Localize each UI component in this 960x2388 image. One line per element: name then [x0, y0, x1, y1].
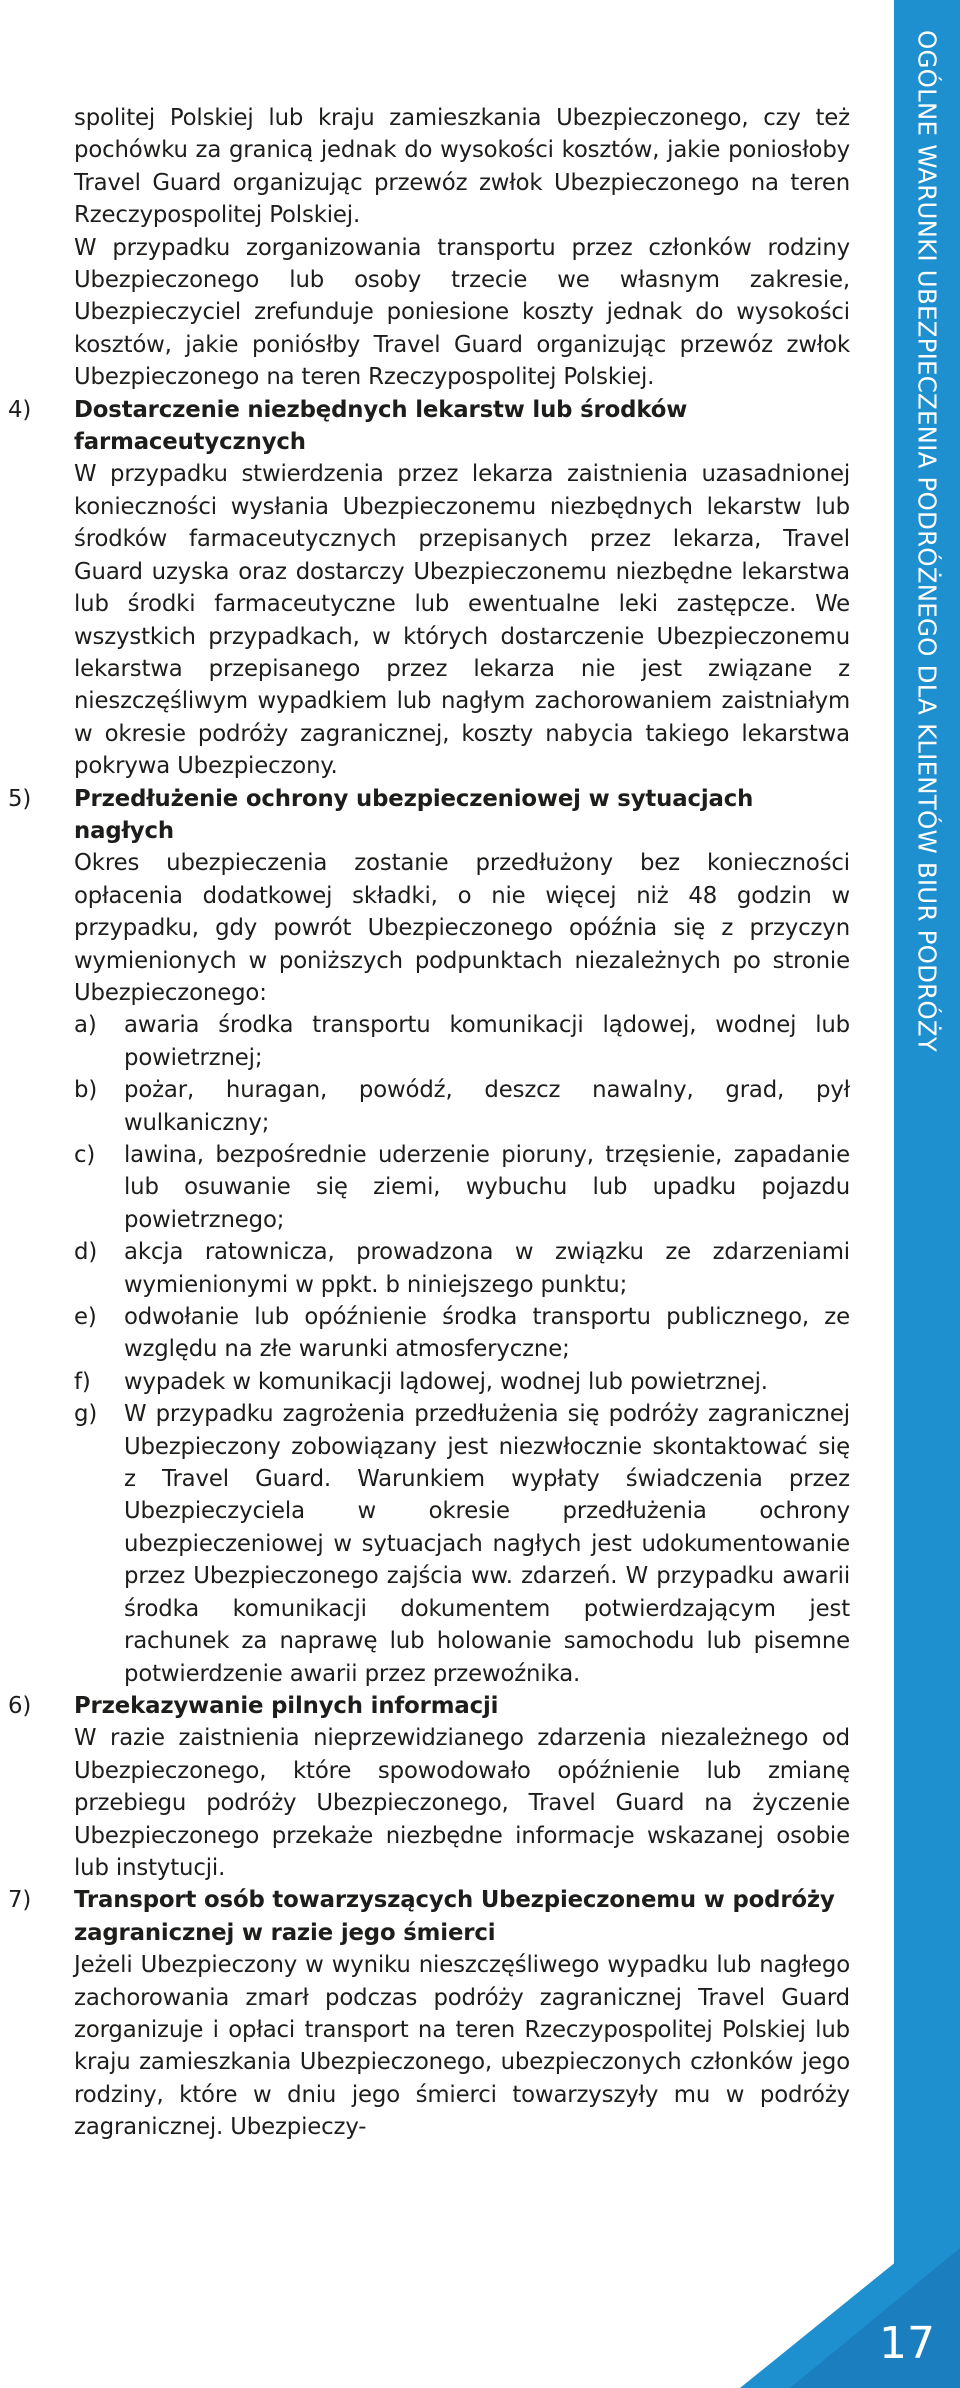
section-number: 5)	[8, 785, 32, 812]
section-6	[8, 1690, 850, 1884]
section-7	[8, 1884, 850, 2143]
list-item	[74, 1301, 850, 1366]
section-5	[8, 783, 850, 1690]
list-item	[74, 1009, 850, 1074]
item-letter: g)	[74, 1401, 98, 1428]
document-body	[8, 102, 850, 2144]
section-heading	[8, 1690, 850, 1722]
item-letter: e)	[74, 1304, 97, 1331]
page-number: 17	[879, 2318, 935, 2369]
section-body: Okres ubezpieczenia zostanie przedłużony bez konieczności opłacenia dodatkowej składki, o nie więcej niż 48 godzin w przypadku, gdy powrót Ubezpieczonego opóźnia się z przyczyn wymienionych w poniższych podpunktach niezależnych po stronie Ubezpieczonego:	[74, 850, 850, 1006]
list-item	[74, 1074, 850, 1139]
intro-paragraph-1: spolitej Polskiej lub kraju zamieszkania Ubezpieczonego, czy też pochówku za granicą jednak do wysokości kosztów, jakie poniosłoby Travel Guard organizując przewóz zwłok Ubezpieczonego na teren Rzeczypospolitej Polskiej.	[74, 105, 850, 229]
item-text: akcja ratownicza, prowadzona w związku ze zdarzeniami wymienionymi w ppkt. b niniejszego punktu;	[124, 1239, 850, 1298]
section-title: Przekazywanie pilnych informacji	[74, 1692, 499, 1719]
section-title: Dostarczenie niezbędnych lekarstw lub środków farmaceutycznych	[74, 396, 688, 456]
section-number: 6)	[8, 1692, 32, 1719]
list-item	[74, 1398, 850, 1690]
intro-paragraph-2: W przypadku zorganizowania transportu przez członków rodziny Ubezpieczonego lub osoby trzecie we własnym zakresie, Ubezpieczyciel zrefunduje poniesione koszty jednak do wysokości kosztów, jakie poniósłby Travel Guard organizując przewóz zwłok Ubezpieczonego na teren Rzeczypospolitej Polskiej.	[74, 234, 850, 391]
section-body: W przypadku stwierdzenia przez lekarza zaistnienia uzasadnionej konieczności wysłania Ubezpieczonemu niezbędnych lekarstw lub środków farmaceutycznych przepisanych przez lekarza, Travel Guard uzyska oraz dostarczy Ubezpieczonemu niezbędne lekarstwa lub środki farmaceutyczne lub ewentualne leki zastępcze. We wszystkich przypadkach, w których dostarczenie Ubezpieczonemu lekarstwa przepisanego przez lekarza nie jest związane z nieszczęśliwym wypadkiem lub nagłym zachorowaniem zaistniałym w okresie podróży zagranicznej, koszty nabycia takiego lekarstwa pokrywa Ubezpieczony.	[74, 461, 850, 780]
section-heading	[8, 783, 850, 848]
item-letter: b)	[74, 1077, 98, 1104]
list-item	[74, 1366, 850, 1398]
section-number: 4)	[8, 396, 32, 423]
item-letter: a)	[74, 1012, 97, 1039]
item-letter: d)	[74, 1239, 98, 1266]
item-letter: c)	[74, 1142, 96, 1168]
section-body: W razie zaistnienia nieprzewidzianego zdarzenia niezależnego od Ubezpieczonego, które spowodowało opóźnienie lub zmianę przebiegu podróży Ubezpieczonego, Travel Guard na życzenie Ubezpieczonego przekaże niezbędne informacje wskazanej osobie lub instytucji.	[74, 1725, 850, 1881]
section-body: Jeżeli Ubezpieczony w wyniku nieszczęśliwego wypadku lub nagłego zachorowania zmarł podczas podróży zagranicznej Travel Guard zorganizuje i opłaci transport na teren Rzeczypospolitej Polskiej lub kraju zamieszkania Ubezpieczonego, ubezpieczonych członków jego rodziny, które w dniu jego śmierci towarzyszyły mu w podróży zagranicznej. Ubezpieczy-	[74, 1952, 850, 2141]
section-title: Przedłużenie ochrony ubezpieczeniowej w sytuacjach nagłych	[74, 785, 754, 844]
section-heading	[8, 394, 850, 459]
item-text: W przypadku zagrożenia przedłużenia się podróży zagranicznej Ubezpieczony zobowiązany jest niezwłocznie skontaktować się z Travel Guard. Warunkiem wypłaty świadczenia przez Ubezpieczyciela w okresie przedłużenia ochrony ubezpieczeniowej w sytuacjach nagłych jest udokumentowanie przez Ubezpieczonego zajścia ww. zdarzeń. W przypadku awarii środka komunikacji dokumentem potwierdzającym jest rachunek za naprawę lub holowanie samochodu lub pisemne potwierdzenie awarii przez przewoźnika.	[124, 1401, 850, 1687]
list-item	[74, 1236, 850, 1301]
sidebar-title: OGÓLNE WARUNKI UBEZPIECZENIA PODRÓŻNEGO DLA KLIENTÓW BIUR PODRÓŻY	[912, 30, 942, 1053]
section-heading	[8, 1884, 850, 1949]
section-title: Transport osób towarzyszących Ubezpieczonemu w podróży zagranicznej w razie jego śmierci	[74, 1887, 835, 1946]
item-text: wypadek w komunikacji lądowej, wodnej lub powietrznej.	[124, 1368, 768, 1395]
item-text: awaria środka transportu komunikacji lądowej, wodnej lub powietrznej;	[124, 1012, 850, 1071]
sub-list	[74, 1009, 850, 1690]
item-text: lawina, bezpośrednie uderzenie pioruny, trzęsienie, zapadanie lub osuwanie się ziemi, wybuchu lub upadku pojazdu powietrznego;	[124, 1142, 850, 1233]
section-4	[8, 394, 850, 783]
item-text: odwołanie lub opóźnienie środka transportu publicznego, ze względu na złe warunki atmosferyczne;	[124, 1304, 850, 1363]
section-number: 7)	[8, 1887, 32, 1914]
list-item	[74, 1139, 850, 1236]
item-letter: f)	[74, 1368, 91, 1395]
item-text: pożar, huragan, powódź, deszcz nawalny, grad, pył wulkaniczny;	[124, 1077, 850, 1136]
